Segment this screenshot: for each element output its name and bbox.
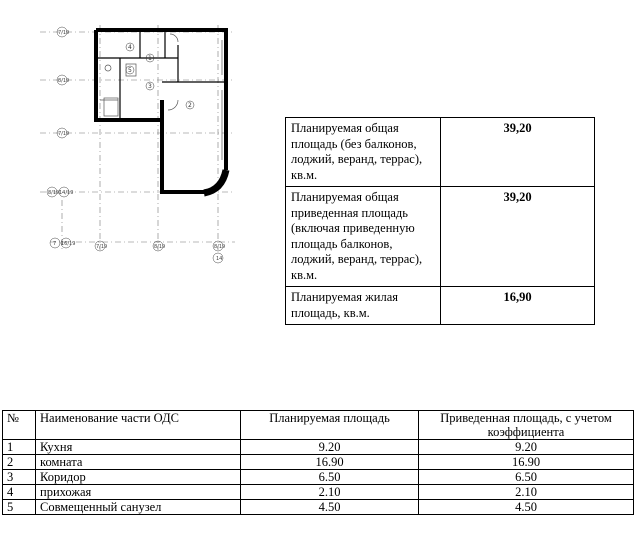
summary-value: 39,20 xyxy=(441,187,595,287)
row-name: Коридор xyxy=(36,470,241,485)
column-header-number: № xyxy=(3,411,36,440)
table-header-row xyxy=(3,411,634,440)
table-row xyxy=(3,485,634,500)
summary-row xyxy=(286,187,595,287)
room-number: 5 xyxy=(128,67,132,74)
room-number: 4 xyxy=(128,44,132,51)
room-number: 3 xyxy=(148,83,152,90)
axis-label: 7/19 xyxy=(96,244,108,250)
axis-label: 8/19 xyxy=(58,78,70,84)
summary-label: Планируемая общая приведенная площадь (включая приведенную площадь балконов, лоджий, веранд, террас), кв.м. xyxy=(286,187,441,287)
table-row xyxy=(3,500,634,515)
summary-value: 39,20 xyxy=(441,118,595,187)
area-summary-table xyxy=(285,117,595,325)
axis-label: 8/19 xyxy=(214,244,226,250)
row-reduced-area: 9.20 xyxy=(419,440,634,455)
row-name: прихожая xyxy=(36,485,241,500)
row-area: 4.50 xyxy=(241,500,419,515)
axis-label: 8/19 xyxy=(48,190,60,196)
summary-row xyxy=(286,287,595,325)
summary-value: 16,90 xyxy=(441,287,595,325)
row-area: 16.90 xyxy=(241,455,419,470)
row-area: 6.50 xyxy=(241,470,419,485)
axis-labels xyxy=(47,27,225,263)
table-row xyxy=(3,455,634,470)
row-number: 2 xyxy=(3,455,36,470)
row-name: Совмещенный санузел xyxy=(36,500,241,515)
table-row xyxy=(3,470,634,485)
column-header-name: Наименование части ОДС xyxy=(36,411,241,440)
floor-plan xyxy=(0,0,290,270)
row-number: 1 xyxy=(3,440,36,455)
row-reduced-area: 2.10 xyxy=(419,485,634,500)
row-number: 3 xyxy=(3,470,36,485)
outer-walls xyxy=(96,30,228,192)
column-header-area: Планируемая площадь xyxy=(241,411,419,440)
row-name: комната xyxy=(36,455,241,470)
ods-rooms-table xyxy=(2,410,634,515)
column-header-reduced-area: Приведенная площадь, с учетом коэффициента xyxy=(419,411,634,440)
axis-label: 16/19 xyxy=(61,241,76,247)
row-reduced-area: 6.50 xyxy=(419,470,634,485)
axis-label: 14/19 xyxy=(59,190,74,196)
row-number: 4 xyxy=(3,485,36,500)
room-number: 2 xyxy=(188,102,192,109)
row-reduced-area: 16.90 xyxy=(419,455,634,470)
row-reduced-area: 4.50 xyxy=(419,500,634,515)
table-row xyxy=(3,440,634,455)
room-number: 1 xyxy=(148,55,152,62)
row-name: Кухня xyxy=(36,440,241,455)
axis-label: 14 xyxy=(216,256,223,262)
axis-label: 7 xyxy=(53,241,57,247)
axis-label: 7/19 xyxy=(58,131,70,137)
row-number: 5 xyxy=(3,500,36,515)
axis-label: 8/19 xyxy=(154,244,166,250)
summary-row xyxy=(286,118,595,187)
row-area: 2.10 xyxy=(241,485,419,500)
row-area: 9.20 xyxy=(241,440,419,455)
bay-window-wall xyxy=(204,170,226,193)
summary-label: Планируемая жилая площадь, кв.м. xyxy=(286,287,441,325)
axis-label: 7/19 xyxy=(58,30,70,36)
axis-grid xyxy=(40,25,235,250)
summary-label: Планируемая общая площадь (без балконов, лоджий, веранд, террас), кв.м. xyxy=(286,118,441,187)
